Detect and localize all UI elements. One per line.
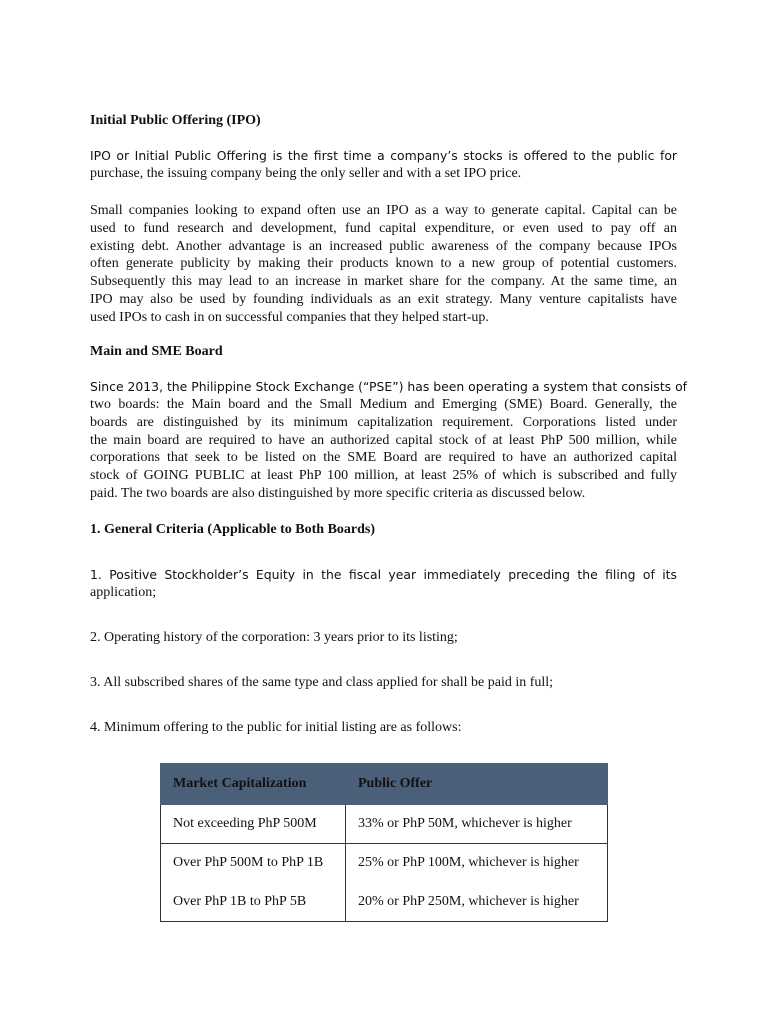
header-market-capitalization: Market Capitalization [161,764,346,805]
paragraph-ipo-benefits [90,202,677,327]
header-public-offer: Public Offer [346,764,608,805]
text-line: the main board are required to have an authorized capital stock of at least PhP 500 million, while [90,432,677,448]
paragraph-ipo-definition [90,147,677,165]
text-line: often generate publicity by making their products known to a new group of potential customers. [90,256,677,272]
table-cell: 25% or PhP 100M, whichever is higher [346,844,608,883]
text-line: IPO may also be used by founding individuals as an exit strategy. Many venture capitalists have [90,291,677,307]
table-row [161,844,608,883]
table-cell: 20% or PhP 250M, whichever is higher [346,882,608,922]
text-line: used to fund research and development, fund capital expenditure, or even used to pay off an [90,220,677,236]
table-header-row [161,764,608,805]
text-line: two boards: the Main board and the Small Medium and Emerging (SME) Board. Generally, the [90,397,677,412]
table-row [161,882,608,922]
text-line: Subsequently this may lead to an increase in market share for the company. At the same time, an [90,274,677,290]
heading-ipo: Initial Public Offering (IPO) [90,113,261,128]
text-line: Since 2013, the Philippine Stock Exchange (“PSE”) has been operating a system that consists of [90,379,688,394]
document-page [90,0,688,1024]
text-line: corporations that seek to be listed on the SME Board are required to have an authorized capital [90,450,677,466]
table-cell: 33% or PhP 50M, whichever is higher [346,805,608,844]
text-line: existing debt. Another advantage is an increased public awareness of the company because IPOs [90,238,677,254]
table-cell: Not exceeding PhP 500M [161,805,346,844]
criteria-item-2: 2. Operating history of the corporation: 3 years prior to its listing; [90,630,458,645]
minimum-offering-table [160,763,608,922]
table-cell: Over PhP 1B to PhP 5B [161,882,346,922]
text-line: stock of GOING PUBLIC at least PhP 100 million, at least 25% of which is subscribed and fully [90,468,677,484]
text-line: IPO or Initial Public Offering is the first time a company’s stocks is offered to the public for [90,148,677,163]
text-line: used IPOs to cash in on successful companies that they helped start-up. [90,309,489,325]
text-line: application; [90,585,157,600]
heading-main-sme-board: Main and SME Board [90,344,223,359]
text-line: Small companies looking to expand often use an IPO as a way to generate capital. Capital can be [90,203,677,218]
criteria-item-3: 3. All subscribed shares of the same type and class applied for shall be paid in full; [90,675,554,690]
table-cell: Over PhP 500M to PhP 1B [161,844,346,883]
criteria-item-1 [90,566,677,584]
table-row [161,805,608,844]
paragraph-ipo-definition-cont [90,165,677,183]
text-line: purchase, the issuing company being the only seller and with a set IPO price. [90,166,522,181]
paragraph-boards-intro [90,378,688,396]
text-line: boards are distinguished by its minimum capitalization requirement. Corporations listed under [90,414,677,430]
criteria-item-1-cont [90,584,677,602]
text-line: paid. The two boards are also distinguished by more specific criteria as discussed below. [90,485,586,501]
text-line: 1. Positive Stockholder’s Equity in the fiscal year immediately preceding the filing of its [90,567,677,582]
paragraph-boards [90,396,677,503]
heading-general-criteria: 1. General Criteria (Applicable to Both Boards) [90,522,376,537]
criteria-item-4: 4. Minimum offering to the public for initial listing are as follows: [90,720,462,735]
